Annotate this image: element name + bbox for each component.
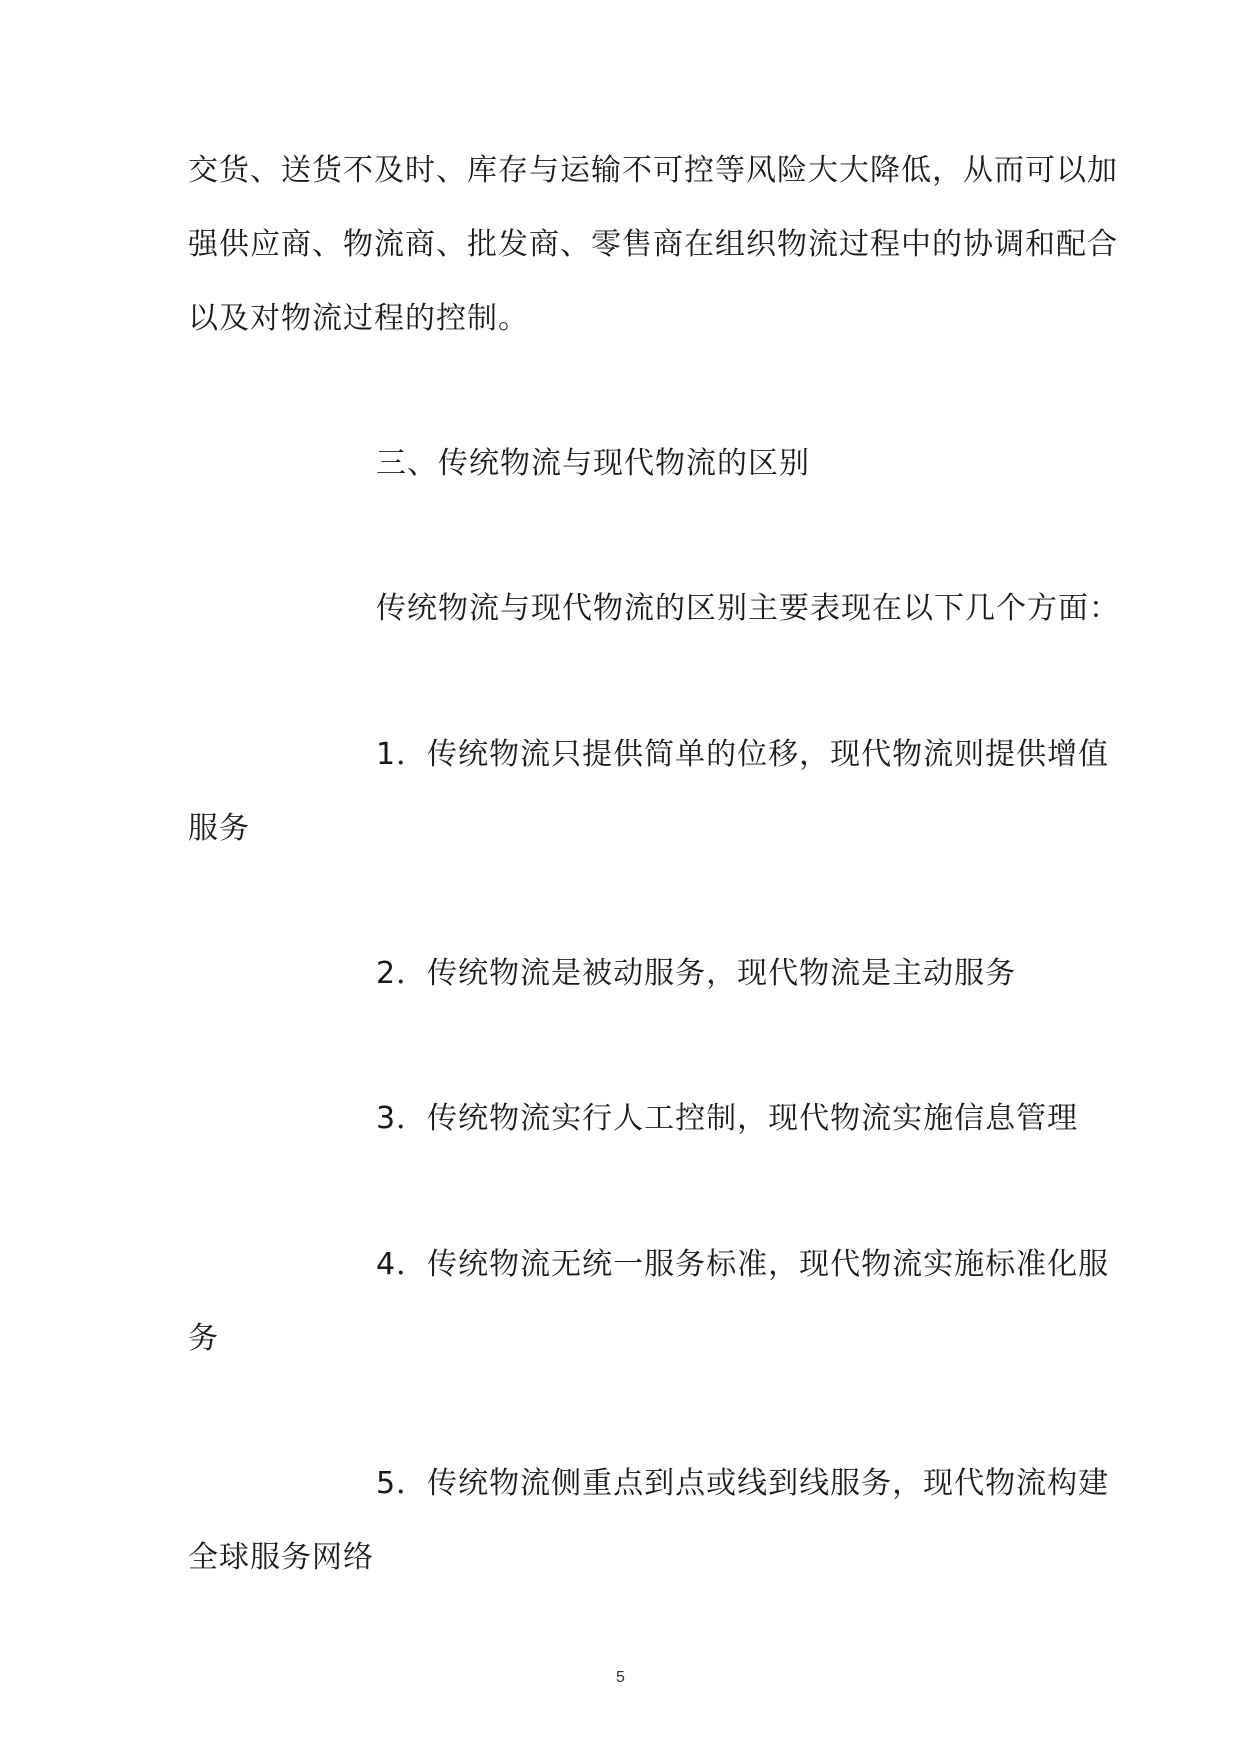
list-item-4: 4．传统物流无统一服务标准，现代物流实施标准化服 — [376, 1247, 1110, 1282]
list-item-2: 2．传统物流是被动服务，现代物流是主动服务 — [376, 956, 1017, 991]
list-item-3: 3．传统物流实行人工控制，现代物流实施信息管理 — [376, 1101, 1079, 1136]
list-item-1: 1．传统物流只提供简单的位移，现代物流则提供增值 — [376, 737, 1110, 772]
list-item-4-continuation: 务 — [188, 1321, 219, 1356]
paragraph-line: 以及对物流过程的控制。 — [188, 301, 529, 336]
list-item-5-continuation: 全球服务网络 — [188, 1540, 374, 1575]
page-number: 5 — [616, 1669, 625, 1686]
intro-paragraph: 传统物流与现代物流的区别主要表现在以下几个方面： — [376, 591, 1120, 626]
section-heading: 三、传统物流与现代物流的区别 — [376, 446, 810, 481]
list-item-1-continuation: 服务 — [188, 811, 250, 846]
paragraph-line: 强供应商、物流商、批发商、零售商在组织物流过程中的协调和配合 — [188, 227, 1118, 262]
list-item-5: 5．传统物流侧重点到点或线到线服务，现代物流构建 — [376, 1466, 1110, 1501]
paragraph-line: 交货、送货不及时、库存与运输不可控等风险大大降低，从而可以加 — [188, 153, 1118, 188]
